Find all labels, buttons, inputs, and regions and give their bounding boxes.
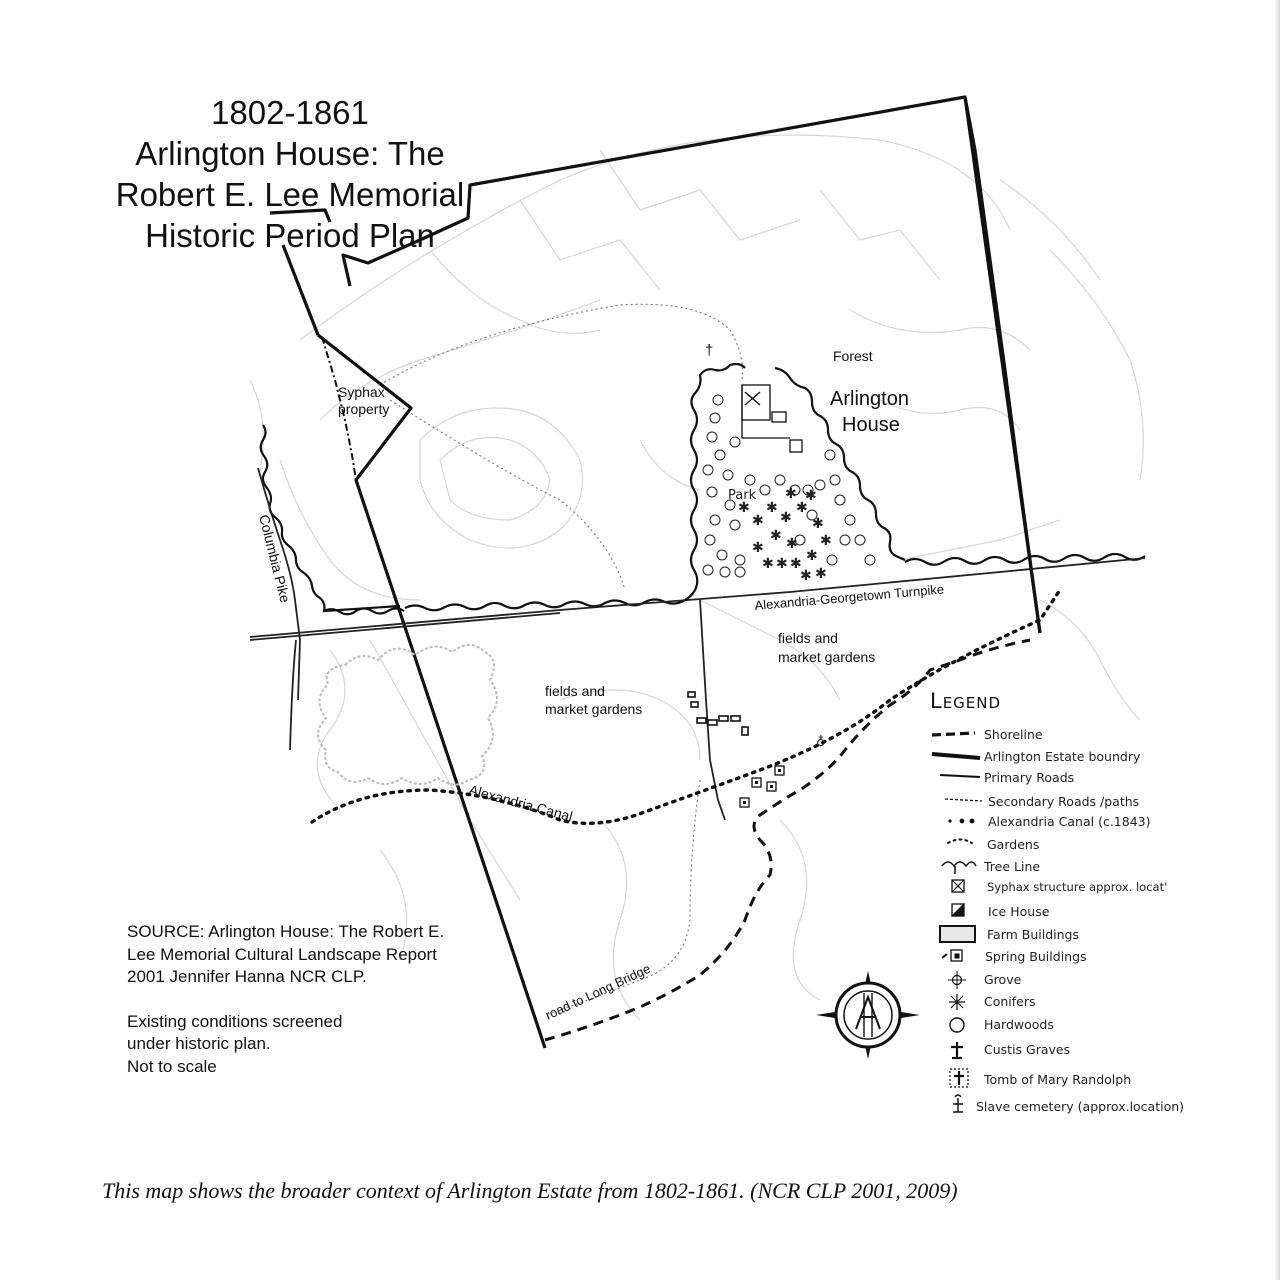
compass-rose-icon: [816, 971, 920, 1059]
source-line-1: SOURCE: Arlington House: The Robert E.: [127, 922, 445, 941]
legend-label: Primary Roads: [984, 769, 1075, 785]
legend-item-tomb-mary-randolph: [930, 1069, 1190, 1089]
legend-item-tree-line: [930, 856, 1190, 876]
legend-label: Tomb of Mary Randolph: [984, 1071, 1132, 1087]
svg-text:✱: ✱: [820, 533, 832, 549]
label-fields-left-1: fields and: [545, 683, 605, 699]
gardens-outline: [318, 645, 497, 785]
legend-item-grove: [930, 969, 1190, 989]
label-fields-right-2: market gardens: [778, 649, 876, 665]
custis-grave-marker: †: [705, 342, 714, 359]
legend-item-secondary-roads: [930, 791, 1190, 811]
farm-buildings: [688, 692, 748, 735]
legend-item-conifers: [930, 991, 1190, 1011]
svg-text:✱: ✱: [752, 513, 764, 529]
label-syphax-1: Syphax: [338, 384, 385, 400]
legend-item-hardwoods: [930, 1014, 1190, 1034]
legend-item-farm-buildings: [930, 924, 1190, 944]
legend-item-slave-cemetery: [930, 1096, 1190, 1116]
legend-label: Spring Buildings: [985, 948, 1087, 964]
label-forest: Forest: [833, 348, 873, 364]
legend-item-syphax-structure: [930, 877, 1190, 897]
legend-item-primary-roads: [930, 767, 1190, 787]
spring-buildings: [740, 766, 784, 807]
legend-label: Gardens: [987, 836, 1040, 852]
source-line-6: Not to scale: [127, 1056, 217, 1076]
legend-item-spring-buildings: [930, 946, 1190, 966]
source-line-2: Lee Memorial Cultural Landscape Report: [127, 944, 437, 964]
svg-text:✱: ✱: [815, 566, 827, 582]
tree-lines: [261, 364, 1145, 614]
svg-text:✱: ✱: [800, 568, 812, 584]
secondary-roads: [380, 304, 743, 1015]
arlington-house-grounds: [742, 385, 802, 452]
legend-label: Ice House: [988, 903, 1050, 919]
legend-label: Custis Graves: [984, 1041, 1071, 1057]
legend-label: Secondary Roads /paths: [988, 793, 1140, 809]
svg-text:✱: ✱: [738, 500, 750, 516]
svg-text:✱: ✱: [780, 510, 792, 526]
svg-text:✱: ✱: [766, 500, 778, 516]
svg-text:✱: ✱: [806, 548, 818, 564]
legend-label: Hardwoods: [984, 1016, 1054, 1032]
slave-cemetery-marker: ♁: [816, 735, 826, 750]
legend-label: Syphax structure approx. locat': [987, 880, 1168, 894]
legend-label: Grove: [984, 971, 1022, 987]
label-columbia-pike: Columbia Pike: [256, 512, 294, 605]
title-years: 1802-1861: [211, 94, 369, 131]
svg-text:✱: ✱: [770, 528, 782, 544]
svg-text:✱: ✱: [762, 556, 774, 572]
legend-label: Alexandria Canal (c.1843): [988, 813, 1151, 829]
legend-item-shoreline: [930, 724, 1190, 744]
legend-item-ice-house: [930, 901, 1190, 921]
legend-label: Tree Line: [984, 858, 1041, 874]
legend-title: Legend: [930, 689, 1002, 713]
svg-text:✱: ✱: [805, 488, 817, 504]
figure-caption: This map shows the broader context of Arlington Estate from 1802-1861. (NCR CLP 2001, 2009): [102, 1178, 958, 1203]
legend-item-canal: [930, 811, 1190, 831]
label-park: Park: [728, 488, 757, 503]
title-line-2: Arlington House: The: [135, 135, 445, 172]
page-edge: [1274, 0, 1280, 1280]
legend-label: Arlington Estate boundry: [984, 748, 1141, 764]
label-arlington-house-2: House: [842, 414, 900, 436]
legend-label: Farm Buildings: [987, 926, 1079, 942]
label-road-long-bridge: road to Long Bridge: [542, 960, 653, 1023]
legend-label: Conifers: [984, 993, 1036, 1009]
label-fields-right-1: fields and: [778, 630, 838, 646]
svg-text:✱: ✱: [785, 486, 797, 502]
svg-text:✱: ✱: [790, 556, 802, 572]
label-syphax-2: property: [338, 401, 390, 417]
legend-item-estate-boundary: [930, 746, 1190, 766]
svg-text:✱: ✱: [812, 516, 824, 532]
legend-item-gardens: [930, 834, 1190, 854]
svg-text:✱: ✱: [752, 540, 764, 556]
legend-label: Slave cemetery (approx.location): [976, 1098, 1185, 1114]
label-canal: Alexandria Canal: [467, 781, 575, 825]
source-line-4: Existing conditions screened: [127, 1011, 343, 1031]
label-turnpike: Alexandria-Georgetown Turnpike: [753, 581, 945, 613]
legend-item-custis-graves: [930, 1039, 1190, 1059]
source-note: [127, 921, 507, 1078]
svg-text:✱: ✱: [786, 536, 798, 552]
svg-text:✱: ✱: [776, 556, 788, 572]
source-line-3: 2001 Jennifer Hanna NCR CLP.: [127, 967, 367, 986]
svg-text:✱: ✱: [796, 500, 808, 516]
label-arlington-house-1: Arlington: [830, 388, 909, 410]
label-fields-left-2: market gardens: [545, 701, 643, 717]
legend-label: Shoreline: [984, 726, 1043, 742]
title-line-3: Robert E. Lee Memorial: [115, 176, 465, 213]
map-title: [100, 92, 480, 256]
source-line-5: under historic plan.: [127, 1034, 271, 1053]
title-line-4: Historic Period Plan: [145, 217, 435, 254]
